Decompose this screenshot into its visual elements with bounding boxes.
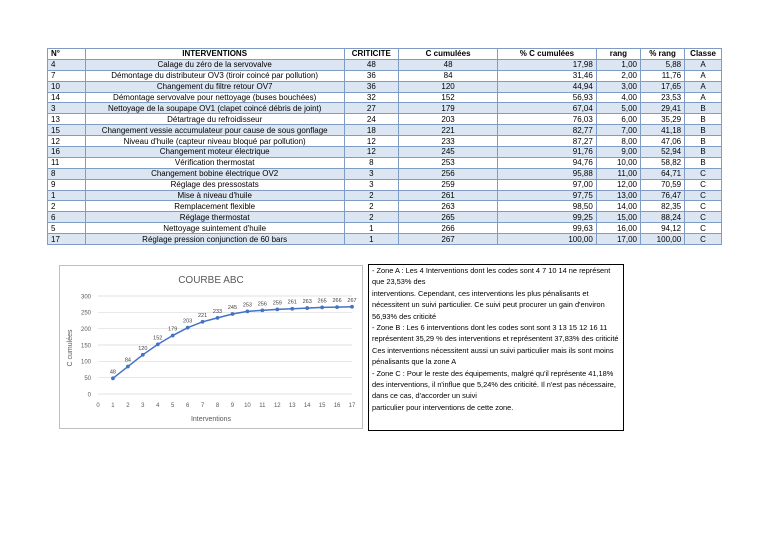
data-label: 265 <box>317 298 327 305</box>
cell-pct-rang: 29,41 <box>640 103 684 114</box>
cell-rang: 7,00 <box>596 125 640 136</box>
header-interventions: INTERVENTIONS <box>85 49 344 60</box>
data-point <box>260 308 264 312</box>
table-row <box>48 125 722 136</box>
cell-rang: 10,00 <box>596 157 640 168</box>
cell-criticite: 3 <box>344 179 399 190</box>
table-row <box>48 81 722 92</box>
abc-analysis-table <box>47 48 722 245</box>
table-row <box>48 179 722 190</box>
cell-classe: A <box>685 70 722 81</box>
cell-classe: C <box>685 234 722 245</box>
x-tick-label: 8 <box>215 403 220 409</box>
cell-criticite: 12 <box>344 147 399 158</box>
cell-pct-c-cumulees: 98,50 <box>498 201 597 212</box>
cell-rang: 16,00 <box>596 223 640 234</box>
x-axis-label: Interventions <box>190 416 232 423</box>
cell-pct-rang: 23,53 <box>640 92 684 103</box>
data-points <box>111 305 354 380</box>
cell-c-cumulees: 256 <box>399 168 498 179</box>
cell-c-cumulees: 152 <box>399 92 498 103</box>
table-row <box>48 234 722 245</box>
data-label: 245 <box>227 304 238 311</box>
cell-pct-c-cumulees: 17,98 <box>498 59 597 70</box>
table-row <box>48 92 722 103</box>
cell-intervention: Démontage servovalve pour nettoyage (buses bouchées) <box>85 92 344 103</box>
cell-num: 13 <box>48 114 86 125</box>
table-row <box>48 168 722 179</box>
cell-pct-c-cumulees: 91,76 <box>498 147 597 158</box>
cell-pct-rang: 58,82 <box>640 157 684 168</box>
cell-pct-rang: 35,29 <box>640 114 684 125</box>
cell-criticite: 27 <box>344 103 399 114</box>
table-row <box>48 136 722 147</box>
cell-rang: 17,00 <box>596 234 640 245</box>
cell-num: 2 <box>48 201 86 212</box>
cell-pct-rang: 70,59 <box>640 179 684 190</box>
header-criticite: CRITICITE <box>344 49 399 60</box>
cell-criticite: 36 <box>344 70 399 81</box>
cell-pct-rang: 94,12 <box>640 223 684 234</box>
header-classe: Classe <box>685 49 722 60</box>
data-labels <box>110 298 357 376</box>
data-label: 152 <box>153 335 163 342</box>
cell-c-cumulees: 253 <box>399 157 498 168</box>
cell-c-cumulees: 233 <box>399 136 498 147</box>
cell-criticite: 3 <box>344 168 399 179</box>
data-label: 261 <box>287 299 297 306</box>
cell-intervention: Réglage des pressostats <box>85 179 344 190</box>
cell-c-cumulees: 221 <box>399 125 498 136</box>
table-row <box>48 190 722 201</box>
cell-intervention: Détartrage du refroidisseur <box>85 114 344 125</box>
cell-intervention: Changement vessie accumulateur pour cause de sous gonflage <box>85 125 344 136</box>
data-point <box>275 307 279 311</box>
cell-classe: A <box>685 92 722 103</box>
cell-classe: A <box>685 81 722 92</box>
cell-c-cumulees: 179 <box>399 103 498 114</box>
table-body <box>48 59 722 244</box>
cell-rang: 8,00 <box>596 136 640 147</box>
x-tick-label: 0 <box>96 403 100 409</box>
cell-pct-c-cumulees: 76,03 <box>498 114 597 125</box>
note-line: - Zone C : Pour le reste des équipements, malgré qu'il représente 41,18% des interventions, il n'influe que 5,24% des criticité. Il n'est pas nécessaire, dans ce cas, d'accorder un suivi <box>372 368 616 401</box>
cell-pct-rang: 82,35 <box>640 201 684 212</box>
cell-c-cumulees: 48 <box>399 59 498 70</box>
x-tick-label: 15 <box>318 403 326 409</box>
table-row <box>48 114 722 125</box>
cell-pct-c-cumulees: 97,00 <box>498 179 597 190</box>
data-point <box>320 306 324 310</box>
data-point <box>231 312 235 316</box>
note-line: interventions. Cependant, ces interventions les plus pénalisants et nécessitent un suivi particulier. Ce suivi peut procurer un gain d'environ 56,93% des criticité <box>372 288 605 321</box>
cell-intervention: Changement moteur électrique <box>85 147 344 158</box>
cell-rang: 3,00 <box>596 81 640 92</box>
cell-num: 8 <box>48 168 86 179</box>
cell-pct-c-cumulees: 67,04 <box>498 103 597 114</box>
x-tick-labels <box>96 403 356 409</box>
x-tick-label: 2 <box>126 403 130 409</box>
cell-intervention: Niveau d'huile (capteur niveau bloqué par pollution) <box>85 136 344 147</box>
x-tick-label: 14 <box>303 403 311 409</box>
cell-num: 14 <box>48 92 86 103</box>
cell-num: 10 <box>48 81 86 92</box>
note-line: - Zone A : Les 4 Interventions dont les codes sont 4 7 10 14 ne représent que 23,53% des <box>372 266 611 287</box>
cell-intervention: Remplacement flexible <box>85 201 344 212</box>
cell-rang: 15,00 <box>596 212 640 223</box>
table-header-row <box>48 49 722 60</box>
cell-rang: 6,00 <box>596 114 640 125</box>
note-line: Ces interventions nécessitent aussi un suivi particulier mais ils sont moins pénalisants que la zone A <box>372 345 614 367</box>
y-tick-label: 250 <box>80 310 91 317</box>
cell-classe: B <box>685 157 722 168</box>
header-num: N° <box>48 49 86 60</box>
cell-pct-c-cumulees: 87,27 <box>498 136 597 147</box>
table-row <box>48 70 722 81</box>
data-label: 259 <box>272 300 282 307</box>
table-row <box>48 157 722 168</box>
data-label: 233 <box>212 308 223 315</box>
table-row <box>48 212 722 223</box>
data-label: 221 <box>197 312 208 319</box>
data-point <box>335 305 339 309</box>
cell-pct-rang: 88,24 <box>640 212 684 223</box>
cell-rang: 14,00 <box>596 201 640 212</box>
cell-intervention: Changement bobine électrique OV2 <box>85 168 344 179</box>
cell-pct-c-cumulees: 31,46 <box>498 70 597 81</box>
note-line: particulier pour interventions de cette zone. <box>372 402 514 412</box>
cell-classe: C <box>685 168 722 179</box>
cell-rang: 2,00 <box>596 70 640 81</box>
cell-c-cumulees: 267 <box>399 234 498 245</box>
data-label: 256 <box>257 301 267 308</box>
x-tick-label: 12 <box>273 403 281 409</box>
cell-c-cumulees: 261 <box>399 190 498 201</box>
cell-rang: 4,00 <box>596 92 640 103</box>
cell-intervention: Réglage pression conjunction de 60 bars <box>85 234 344 245</box>
cell-c-cumulees: 259 <box>399 179 498 190</box>
cell-num: 6 <box>48 212 86 223</box>
cell-num: 15 <box>48 125 86 136</box>
table-row <box>48 59 722 70</box>
x-tick-label: 13 <box>288 403 296 409</box>
cell-classe: C <box>685 223 722 234</box>
cell-pct-rang: 5,88 <box>640 59 684 70</box>
abc-zone-notes <box>368 264 624 431</box>
cell-pct-rang: 64,71 <box>640 168 684 179</box>
cell-c-cumulees: 266 <box>399 223 498 234</box>
cell-rang: 11,00 <box>596 168 640 179</box>
cell-intervention: Nettoyage de la soupape OV1 (clapet coincé débris de joint) <box>85 103 344 114</box>
cell-pct-c-cumulees: 97,75 <box>498 190 597 201</box>
note-line: - Zone B : Les 6 interventions dont les codes sont sont 3 13 15 12 16 11 représentent 35,29 % des interventions et représentent 37,83% des criticité <box>372 323 619 344</box>
data-label: 253 <box>242 302 253 309</box>
data-point <box>305 306 309 310</box>
chart-title: COURBE ABC <box>178 275 244 286</box>
cell-classe: B <box>685 103 722 114</box>
data-label: 179 <box>168 326 178 333</box>
table-row <box>48 201 722 212</box>
data-label: 267 <box>347 297 357 304</box>
cell-intervention: Calage du zéro de la servovalve <box>85 59 344 70</box>
cell-classe: C <box>685 190 722 201</box>
cell-intervention: Nettoyage suintement d'huile <box>85 223 344 234</box>
cell-criticite: 48 <box>344 59 399 70</box>
cell-criticite: 36 <box>344 81 399 92</box>
cell-pct-rang: 76,47 <box>640 190 684 201</box>
x-tick-label: 4 <box>156 403 160 409</box>
data-label: 84 <box>124 357 131 364</box>
cell-pct-c-cumulees: 99,63 <box>498 223 597 234</box>
cell-classe: C <box>685 201 722 212</box>
y-tick-label: 300 <box>80 294 91 301</box>
data-label: 48 <box>109 369 117 376</box>
cell-c-cumulees: 263 <box>399 201 498 212</box>
y-tick-label: 100 <box>80 359 91 366</box>
cell-c-cumulees: 245 <box>399 147 498 158</box>
y-tick-label: 50 <box>84 375 91 382</box>
cell-criticite: 24 <box>344 114 399 125</box>
cell-intervention: Vérification thermostat <box>85 157 344 168</box>
x-tick-label: 5 <box>171 403 175 409</box>
cell-pct-rang: 41,18 <box>640 125 684 136</box>
abc-curve-chart <box>59 265 363 429</box>
cell-num: 16 <box>48 147 86 158</box>
x-tick-label: 3 <box>141 403 145 409</box>
cell-classe: A <box>685 59 722 70</box>
y-tick-label: 0 <box>87 392 91 399</box>
cell-c-cumulees: 120 <box>399 81 498 92</box>
data-label: 120 <box>138 345 148 352</box>
cell-criticite: 12 <box>344 136 399 147</box>
table-row <box>48 147 722 158</box>
cell-pct-c-cumulees: 100,00 <box>498 234 597 245</box>
cell-c-cumulees: 265 <box>399 212 498 223</box>
data-point <box>246 309 250 313</box>
cell-rang: 12,00 <box>596 179 640 190</box>
y-tick-label: 200 <box>80 326 91 333</box>
y-tick-labels <box>81 294 92 398</box>
chart-gridlines <box>98 296 352 394</box>
y-tick-label: 150 <box>80 343 91 350</box>
cell-rang: 13,00 <box>596 190 640 201</box>
data-point <box>350 305 354 309</box>
cell-c-cumulees: 84 <box>399 70 498 81</box>
cell-pct-c-cumulees: 56,93 <box>498 92 597 103</box>
data-label: 203 <box>183 318 193 325</box>
data-point <box>141 353 145 357</box>
cell-pct-c-cumulees: 82,77 <box>498 125 597 136</box>
header-c-cumulees: C cumulées <box>399 49 498 60</box>
cell-num: 17 <box>48 234 86 245</box>
cell-criticite: 1 <box>344 223 399 234</box>
table-row <box>48 103 722 114</box>
cell-pct-c-cumulees: 95,88 <box>498 168 597 179</box>
x-tick-label: 10 <box>244 403 251 409</box>
x-tick-label: 17 <box>348 403 356 409</box>
cell-classe: C <box>685 179 722 190</box>
cell-pct-c-cumulees: 94,76 <box>498 157 597 168</box>
cell-classe: B <box>685 147 722 158</box>
x-tick-label: 7 <box>200 403 205 409</box>
cell-rang: 1,00 <box>596 59 640 70</box>
cell-criticite: 1 <box>344 234 399 245</box>
cell-criticite: 2 <box>344 212 399 223</box>
cell-rang: 9,00 <box>596 147 640 158</box>
y-axis-label: C cumulées <box>67 329 74 367</box>
data-point <box>186 326 190 330</box>
cell-c-cumulees: 203 <box>399 114 498 125</box>
cell-criticite: 2 <box>344 190 399 201</box>
cell-num: 5 <box>48 223 86 234</box>
data-point <box>171 334 175 338</box>
data-point <box>111 376 115 380</box>
cell-intervention: Démontage du distributeur OV3 (tiroir coincé par pollution) <box>85 70 344 81</box>
x-tick-label: 11 <box>259 403 266 409</box>
data-point <box>201 320 205 324</box>
table-row <box>48 223 722 234</box>
data-label: 266 <box>332 298 342 305</box>
cell-classe: B <box>685 125 722 136</box>
header-pct-rang: % rang <box>640 49 684 60</box>
data-point <box>126 365 130 369</box>
data-point <box>290 307 294 311</box>
data-point <box>216 316 220 320</box>
cell-intervention: Mise à niveau d'huile <box>85 190 344 201</box>
cell-rang: 5,00 <box>596 103 640 114</box>
cell-num: 3 <box>48 103 86 114</box>
cell-num: 12 <box>48 136 86 147</box>
cell-intervention: Changement du filtre retour OV7 <box>85 81 344 92</box>
cell-classe: B <box>685 114 722 125</box>
cell-pct-c-cumulees: 44,94 <box>498 81 597 92</box>
x-tick-label: 16 <box>333 403 341 409</box>
cell-num: 9 <box>48 179 86 190</box>
cell-classe: C <box>685 212 722 223</box>
cell-num: 11 <box>48 157 86 168</box>
cell-num: 1 <box>48 190 86 201</box>
cell-criticite: 8 <box>344 157 399 168</box>
cell-criticite: 32 <box>344 92 399 103</box>
cell-pct-rang: 11,76 <box>640 70 684 81</box>
cell-pct-rang: 47,06 <box>640 136 684 147</box>
cell-pct-rang: 100,00 <box>640 234 684 245</box>
header-pct-c-cumulees: % C cumulées <box>498 49 597 60</box>
x-tick-label: 9 <box>230 403 235 409</box>
data-label: 263 <box>302 299 312 306</box>
cell-pct-c-cumulees: 99,25 <box>498 212 597 223</box>
cell-classe: B <box>685 136 722 147</box>
x-tick-label: 6 <box>185 403 190 409</box>
cell-criticite: 18 <box>344 125 399 136</box>
x-tick-label: 1 <box>111 403 115 409</box>
cell-criticite: 2 <box>344 201 399 212</box>
header-rang: rang <box>596 49 640 60</box>
cell-pct-rang: 52,94 <box>640 147 684 158</box>
chart-svg <box>60 266 362 428</box>
cell-intervention: Réglage thermostat <box>85 212 344 223</box>
data-point <box>156 342 160 346</box>
cell-pct-rang: 17,65 <box>640 81 684 92</box>
cell-num: 4 <box>48 59 86 70</box>
cell-num: 7 <box>48 70 86 81</box>
